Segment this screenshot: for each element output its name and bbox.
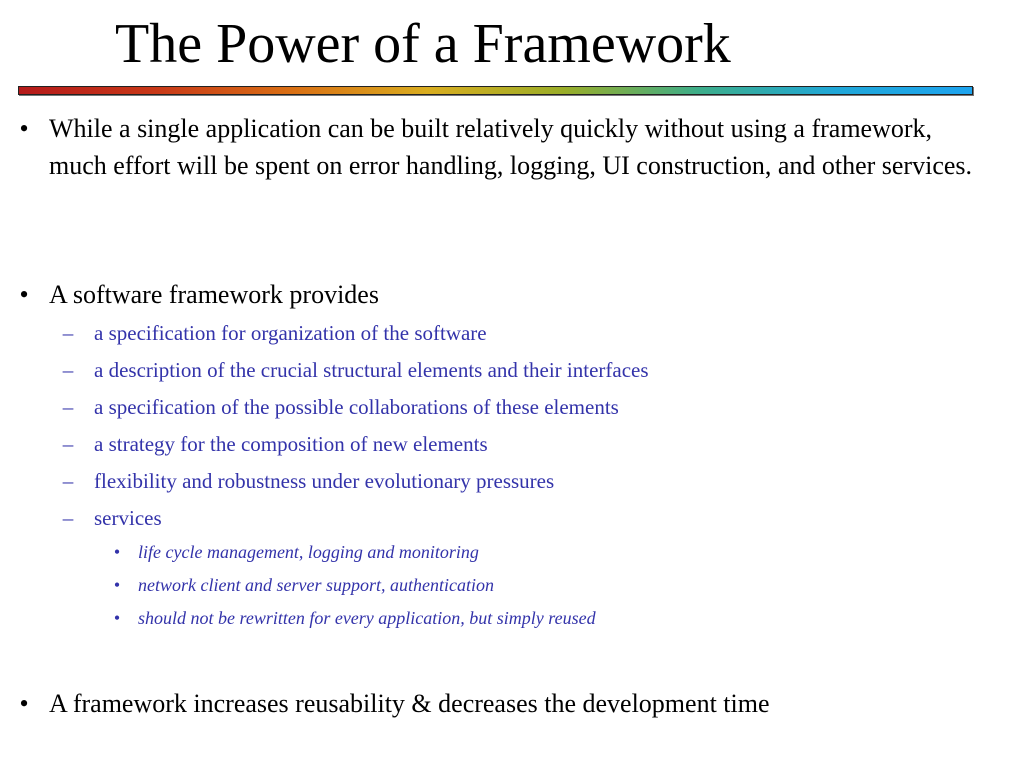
sub-item — [58, 468, 554, 494]
bullet-marker: • — [113, 575, 121, 595]
dash-marker: – — [62, 358, 74, 382]
sub-item-text: a description of the crucial structural elements and their interfaces — [94, 358, 649, 382]
sub-item-text: a strategy for the composition of new elements — [94, 432, 488, 456]
sub-item — [58, 394, 619, 420]
services-item-text: network client and server support, authentication — [138, 575, 494, 595]
services-item-text: should not be rewritten for every application, but simply reused — [138, 608, 596, 628]
bullet-text: While a single application can be built relatively quickly without using a framework, much effort will be spent on error handling, logging, UI construction, and other services. — [49, 114, 973, 180]
sub-item — [58, 320, 487, 346]
bullet-marker: • — [113, 608, 121, 628]
sub-item-text: a specification of the possible collaborations of these elements — [94, 395, 619, 419]
services-item-text: life cycle management, logging and monitoring — [138, 542, 479, 562]
slide-title: The Power of a Framework — [115, 13, 731, 75]
bullet-marker: • — [19, 280, 29, 309]
dash-marker: – — [62, 395, 74, 419]
bullet-text: A framework increases reusability & decreases the development time — [49, 689, 770, 718]
services-item — [108, 574, 494, 596]
bullet-item — [12, 276, 992, 313]
dash-marker: – — [62, 432, 74, 456]
dash-marker: – — [62, 469, 74, 493]
sub-item-text: services — [94, 506, 162, 530]
title-gradient-rule — [18, 86, 973, 95]
sub-item — [58, 431, 488, 457]
bullet-item — [12, 110, 992, 184]
sub-item-text: flexibility and robustness under evolutionary pressures — [94, 469, 555, 493]
bullet-item — [12, 685, 992, 722]
dash-marker: – — [62, 506, 74, 530]
bullet-marker: • — [19, 114, 29, 143]
services-item — [108, 607, 596, 629]
sub-item-text: a specification for organization of the software — [94, 321, 487, 345]
bullet-marker: • — [19, 689, 29, 718]
sub-item — [58, 357, 649, 383]
bullet-marker: • — [113, 542, 121, 562]
bullet-text: A software framework provides — [49, 280, 379, 309]
sub-item — [58, 505, 162, 531]
services-item — [108, 541, 479, 563]
dash-marker: – — [62, 321, 74, 345]
